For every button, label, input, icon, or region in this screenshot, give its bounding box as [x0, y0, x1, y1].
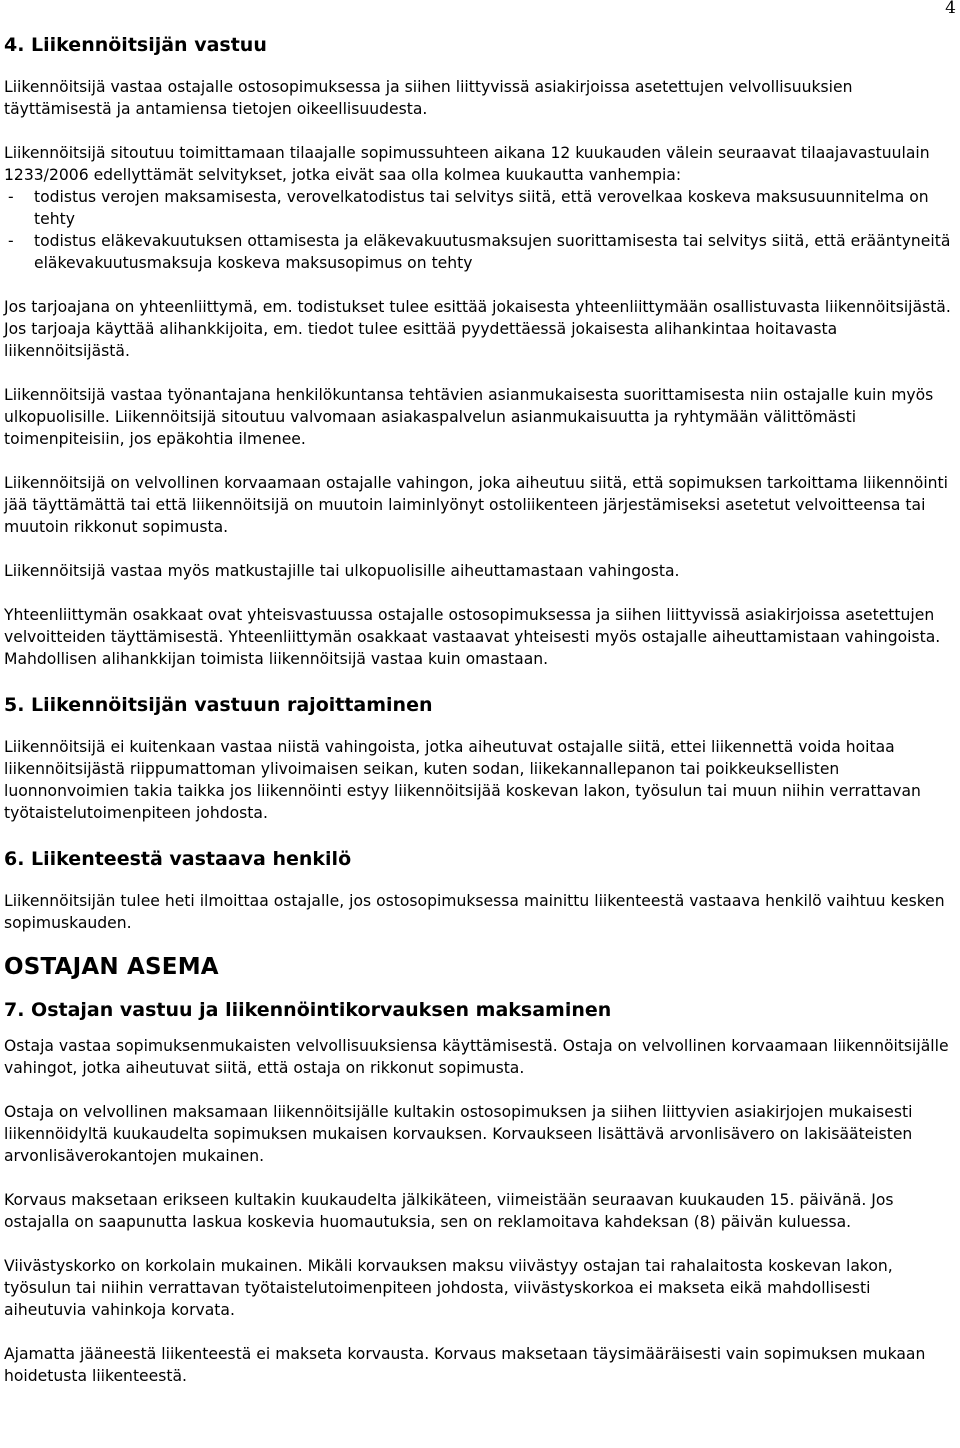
list-item-text: todistus verojen maksamisesta, verovelkatodistus tai selvitys siitä, että verovelkaa koskeva maksusuunnitelma on tehty — [34, 188, 929, 228]
section-4-paragraph-2: Liikennöitsijä sitoutuu toimittamaan tilaajalle sopimussuhteen aikana 12 kuukauden välein seuraavat tilaajavastuulain 1233/2006 edellyttämät selvitykset, jotka eivät saa olla kolmea kuukautta vanhempia: — [4, 144, 930, 184]
certificate-list — [4, 186, 954, 274]
section-7-paragraph-1: Ostaja vastaa sopimuksenmukaisten velvollisuuksiensa käyttämisestä. Ostaja on velvollinen korvaamaan liikennöitsijälle vahingot, jotka aiheutuvat siitä, että ostaja on rikkonut sopimusta. — [4, 1037, 949, 1077]
section-6-paragraph-1: Liikennöitsijän tulee heti ilmoittaa ostajalle, jos ostosopimuksessa mainittu liikenteestä vastaava henkilö vaihtuu kesken sopimuskauden. — [4, 892, 945, 932]
list-item: - todistus eläkevakuutuksen ottamisesta ja eläkevakuutusmaksujen suorittamisesta tai selvitys siitä, että erääntyneitä eläkevakuutusmaksuja koskeva maksusopimus on tehty — [8, 232, 951, 272]
list-item-text: todistus eläkevakuutuksen ottamisesta ja eläkevakuutusmaksujen suorittamisesta tai selvitys siitä, että erääntyneitä eläkevakuutusmaksuja koskeva maksusopimus on tehty — [34, 232, 951, 272]
page-number: 4 — [945, 0, 956, 18]
section-5-heading: 5. Liikennöitsijän vastuun rajoittaminen — [4, 694, 433, 716]
section-7-heading: 7. Ostajan vastuu ja liikennöintikorvauksen maksaminen — [4, 999, 612, 1021]
section-4-paragraph-6: Liikennöitsijä vastaa myös matkustajille tai ulkopuolisille aiheuttamastaan vahingosta. — [4, 562, 680, 580]
section-4-paragraph-1: Liikennöitsijä vastaa ostajalle ostosopimuksessa ja siihen liittyvissä asiakirjoissa asetettujen velvollisuuksien täyttämisestä ja antamiensa tietojen oikeellisuudesta. — [4, 78, 853, 118]
section-6-heading: 6. Liikenteestä vastaava henkilö — [4, 848, 352, 870]
section-4-paragraph-7: Yhteenliittymän osakkaat ovat yhteisvastuussa ostajalle ostosopimuksessa ja siihen liittyvissä asiakirjoissa asetettujen velvoitteiden täyttämisestä. Yhteenliittymän osakkaat vastaavat yhteisesti myös ostajalle aiheuttamistaan vahingoista. Mahdollisen alihankkijan toimista liikennöitsijä vastaa kuin omastaan. — [4, 606, 941, 668]
section-7-paragraph-3: Korvaus maksetaan erikseen kultakin kuukaudelta jälkikäteen, viimeistään seuraavan kuukauden 15. päivänä. Jos ostajalla on saapunutta laskua koskevia huomautuksia, sen on reklamoitava kahdeksan (8) päivän kuluessa. — [4, 1191, 894, 1231]
document-body — [4, 16, 954, 1409]
main-heading: OSTAJAN ASEMA — [4, 954, 219, 980]
section-4-paragraph-4: Liikennöitsijä vastaa työnantajana henkilökuntansa tehtävien asianmukaisesta suorittamisesta niin ostajalle kuin myös ulkopuolisille. Liikennöitsijä sitoutuu valvomaan asiakaspalvelun asianmukaisuutta ja ryhtymään välittömästi toimenpiteisiin, jos epäkohtia ilmenee. — [4, 386, 934, 448]
section-4-paragraph-3: Jos tarjoajana on yhteenliittymä, em. todistukset tulee esittää jokaisesta yhteenliittymään osallistuvasta liikennöitsijästä. Jos tarjoaja käyttää alihankkijoita, em. tiedot tulee esittää pyydettäessä jokaisesta alihankintaa hoitavasta liikennöitsijästä. — [4, 298, 951, 360]
section-7-paragraph-2: Ostaja on velvollinen maksamaan liikennöitsijälle kultakin ostosopimuksen ja siihen liittyvien asiakirjojen mukaisesti liikennöidyltä kuukaudelta sopimuksen mukaisen korvauksen. Korvaukseen lisättävä arvonlisävero on lakisääteisten arvonlisäverokantojen mukainen. — [4, 1103, 913, 1165]
section-5-paragraph-1: Liikennöitsijä ei kuitenkaan vastaa niistä vahingoista, jotka aiheutuvat ostajalle siitä, ettei liikennettä voida hoitaa liikennöitsijästä riippumattoman ylivoimaisen seikan, kuten sodan, liikekannallepanon tai poikkeuksellisten luonnonvoimien takia taikka jos liikennöinti estyy liikennöitsijää koskevan lakon, työsulun tai muun niihin verrattavan työtaistelutoimenpiteen johdosta. — [4, 738, 921, 822]
section-4-paragraph-5: Liikennöitsijä on velvollinen korvaamaan ostajalle vahingon, joka aiheutuu siitä, että sopimuksen tarkoittama liikennöinti jää täyttämättä tai että liikennöitsijä on muutoin laiminlyönyt ostoliikenteen järjestämiseksi asetetut velvoitteensa tai muutoin rikkonut sopimusta. — [4, 474, 948, 536]
section-7-paragraph-5: Ajamatta jääneestä liikenteestä ei makseta korvausta. Korvaus maksetaan täysimääräisesti vain sopimuksen mukaan hoidetusta liikenteestä. — [4, 1345, 926, 1385]
section-4-heading: 4. Liikennöitsijän vastuu — [4, 34, 267, 56]
section-7-paragraph-4: Viivästyskorko on korkolain mukainen. Mikäli korvauksen maksu viivästyy ostajan tai rahalaitosta koskevan lakon, työsulun tai niihin verrattavan työtaistelutoimenpiteen johdosta, viivästyskorkoa ei makseta eikä mahdollisesti aiheutuvia vahinkoja korvata. — [4, 1257, 893, 1319]
list-item: - todistus verojen maksamisesta, verovelkatodistus tai selvitys siitä, että verovelkaa koskeva maksusuunnitelma on tehty — [8, 188, 929, 228]
